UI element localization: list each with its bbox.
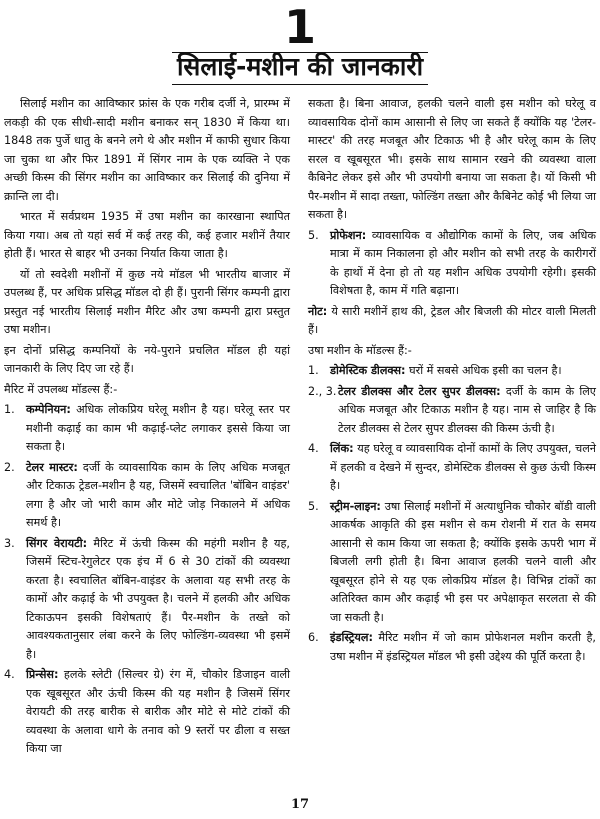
item-heading: प्रिन्सेस: bbox=[26, 668, 59, 681]
list-item bbox=[4, 459, 290, 533]
item-number: 5. bbox=[308, 228, 319, 242]
item-heading: इंडस्ट्रियल: bbox=[330, 631, 373, 644]
page-number: 17 bbox=[290, 797, 310, 812]
list-item bbox=[308, 440, 596, 496]
item-text: हलके स्लेटी (सिल्वर ग्रे) रंग में, चौकोर डिजाइन वाली एक खूबसूरत और ऊंची किस्म की यह मशीन है जिसमें सिंगर वेरायटी की तरह बारीक से बारीक और मोटे से मोटे टांकों की व्यवस्था के अलावा धागे के तनाव को 9 स्तरों पर ढीला व सख्त किया जा bbox=[26, 668, 290, 755]
item-text: दर्जी के व्यावसायिक काम के लिए अधिक मजबूत और टिकाऊ ट्रेडल-मशीन है यह, जिसमें स्वचालित 'बॉबिन वाइंडर' लगा है और जो भारी काम और मोटे जोड़ निकालने में अधिक समर्थ है। bbox=[26, 460, 290, 529]
list-item bbox=[308, 227, 596, 301]
item-heading: सिंगर वेरायटी: bbox=[26, 536, 88, 550]
item-text: यह घरेलू व व्यावसायिक दोनों कामों के लिए उपयुक्त, चलने में हलकी व देखने में सुन्दर, डोमेस्टिक डीलक्स से कुछ ऊंची किस्म है। bbox=[330, 442, 596, 492]
note-paragraph bbox=[308, 303, 596, 340]
item-heading: स्ट्रीम-लाइन: bbox=[330, 499, 381, 513]
usha-models-heading: उषा मशीन के मॉडल्स हैं:- bbox=[308, 343, 412, 357]
chapter-number: 1 bbox=[283, 0, 316, 54]
models-paragraph: यों तो स्वदेशी मशीनों में कुछ नये मॉडल भी भारतीय बाजार में उपलब्ध हैं, पर अधिक प्रसिद्ध मॉडल दो ही हैं। पुरानी सिंगर कम्पनी द्वारा प्रस्तुत नई भारतीय सिलाई मशीन मैरिट और उषा कम्पनी द्वारा प्रस्तुत उषा मशीन। bbox=[4, 267, 290, 336]
item-text: मैरिट मशीन में जो काम प्रोफेशनल मशीन करती है, उषा मशीन में इंडस्ट्रियल मॉडल भी इसी उद्देश्य की पूर्ति करता है। bbox=[330, 631, 596, 663]
item-heading: टेलर मास्टर: bbox=[26, 460, 78, 474]
title-rule-bottom bbox=[172, 84, 428, 85]
item-number: 2., 3. bbox=[308, 384, 337, 398]
item-number: 4. bbox=[4, 668, 15, 681]
item-heading: टेलर डीलक्स और टेलर सुपर डीलक्स: bbox=[338, 384, 501, 398]
item-text: अधिक लोकप्रिय घरेलू मशीन है यह। घरेलू स्तर पर मशीनी कढ़ाई का काम भी कढ़ाई-प्लेट लगाकर इससे किया जा सकता है। bbox=[26, 403, 290, 453]
item-number: 6. bbox=[308, 631, 319, 644]
left-column bbox=[4, 95, 290, 761]
merit-models-heading: मैरिट में उपलब्ध मॉडल्स हैं:- bbox=[4, 382, 118, 396]
companies-paragraph: इन दोनों प्रसिद्ध कम्पनियों के नये-पुराने प्रचलित मॉडल ही यहां जानकारी के लिए दिए जा रहे हैं। bbox=[4, 343, 290, 375]
list-item bbox=[308, 383, 596, 439]
intro-paragraph: सिलाई मशीन का आविष्कार फ्रांस के एक गरीब दर्जी ने, प्रारम्भ में लकड़ी की एक सीधी-सादी मशीन बनाकर सन् 1830 में किया था। 1848 तक पुर्जे धातु के बनने लगे थे और मशीन में काफी सुधार किया जा चुका था और फिर 1891 में सिंगर नाम के एक व्यक्ति ने एक अच्छी किस्म की सिंगर मशीन का आविष्कार कर सिलाई की दुनिया में क्रान्ति ला दी। bbox=[4, 97, 290, 203]
item-number: 4. bbox=[308, 442, 319, 455]
item-heading: लिंक: bbox=[330, 442, 354, 455]
list-item bbox=[4, 401, 290, 457]
list-item bbox=[4, 535, 290, 665]
right-column bbox=[308, 95, 596, 668]
item-text: दर्जी के काम के लिए अधिक मजबूत और टिकाऊ मशीन है यह। नाम से जाहिर है कि टेलर डीलक्स से टेलर सुपर डीलक्स की किस्म ऊंची है। bbox=[338, 384, 596, 435]
note-label: नोट: bbox=[308, 304, 328, 318]
item-number: 1. bbox=[308, 364, 319, 377]
item-text: उषा सिलाई मशीनों में अत्याधुनिक चौकोर बॉडी वाली आकर्षक आकृति की इस मशीन से कम रोशनी में रात के समय आसानी से काम किया जा सकता है; क्योंकि इसके ऊपरी भाग में बिजली लगी होती है। बिना आवाज हलकी चलने वाली और खूबसूरत होने से यह एक लोकप्रिय मॉडल है। विभिन्न टांकों का अतिरिक्त काम और कढ़ाई भी इस पर अपेक्षाकृत सरलता से की जा सकती है। bbox=[330, 499, 596, 624]
item-number: 5. bbox=[308, 499, 319, 513]
list-item bbox=[308, 629, 596, 666]
item-heading: प्रोफेशन: bbox=[330, 228, 367, 242]
item-heading: कम्पेनियन: bbox=[26, 403, 71, 416]
continued-paragraph: सकता है। बिना आवाज, हलकी चलने वाली इस मशीन को घरेलू व व्यावसायिक दोनों काम आसानी से लिए जा सकते हैं क्योंकि यह 'टेलर-मास्टर' की तरह मजबूत और टिकाऊ भी है और घरेलू काम के लिए सरल व खूबसूरत भी। इसके साथ सामान रखने की व्यवस्था वाला कैबिनेट लेकर इसे और भी उपयोगी बनाया जा सकता है। यों किसी भी पैर-मशीन में सादा तख्ता, फोल्डिंग तख्ता और कैबिनेट कोई भी लिया जा सकता है। bbox=[308, 97, 596, 221]
list-item bbox=[308, 362, 596, 381]
item-heading: डोमेस्टिक डीलक्स: bbox=[330, 364, 406, 377]
note-text: ये सारी मशीनें हाथ की, ट्रेडल और बिजली की मोटर वाली मिलती हैं। bbox=[308, 304, 596, 336]
item-text: घरों में सबसे अधिक इसी का चलन है। bbox=[405, 364, 562, 377]
chapter-title: सिलाई-मशीन की जानकारी bbox=[176, 52, 424, 81]
item-number: 1. bbox=[4, 403, 15, 416]
item-text: मैरिट में ऊंची किस्म की महंगी मशीन है यह, जिसमें स्टिच-रेगुलेटर एक इंच में 6 से 30 टांकों की व्यवस्था करता है। स्वचालित बॉबिन-वाइंडर के अलावा यह सभी तरह के कामों और कढ़ाई के भी उपयुक्त है। चलने में हलकी और अधिक टिकाऊपन इसकी विशेषताएं हैं। पैर-मशीन के तख्ते को आवश्यकतानुसार लंबा करने के लिए फोल्डिंग-व्यवस्था भी इसमें है। bbox=[26, 536, 290, 661]
item-text: व्यावसायिक व औद्योगिक कामों के लिए, जब अधिक मात्रा में काम निकालना हो और मशीन को सभी तरह के कारीगरों के हाथों में देना हो तो यह मशीन अधिक उपयोगी रहेगी। इसकी विशेषता है, काम में गति बढ़ाना। bbox=[330, 228, 596, 297]
list-item bbox=[4, 666, 290, 759]
list-item bbox=[308, 498, 596, 628]
item-number: 3. bbox=[4, 536, 15, 550]
usha-history-paragraph: भारत में सर्वप्रथम 1935 में उषा मशीन का कारखाना स्थापित किया गया। अब तो यहां सर्व में कई तरह की, कई हजार मशीनें तैयार होती हैं। भारत से बाहर भी उनका निर्यात किया जाता है। bbox=[4, 210, 290, 260]
item-number: 2. bbox=[4, 460, 15, 474]
